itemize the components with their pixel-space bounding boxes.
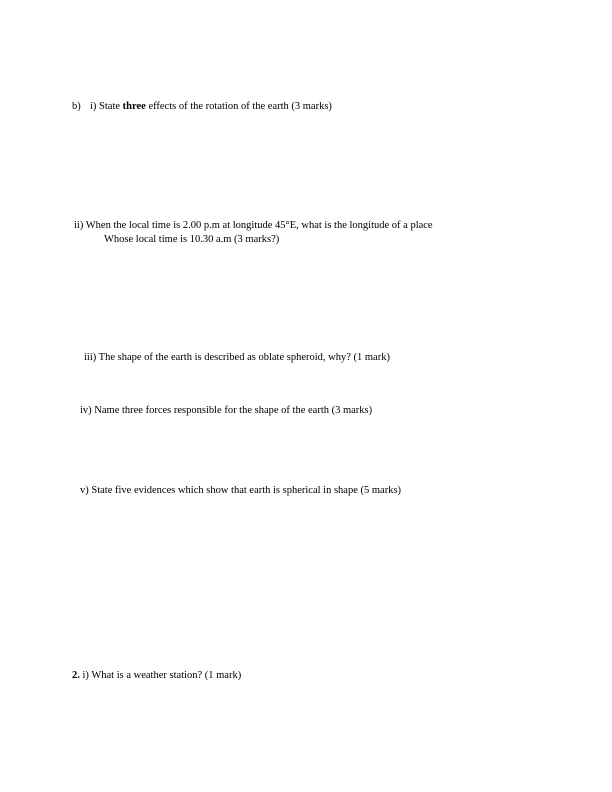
- question-b-ii-line2: Whose local time is 10.30 a.m (3 marks?): [104, 234, 280, 245]
- question-2-i-text: i) What is a weather station? (1 mark): [79, 670, 242, 681]
- question-2-number: 2.: [72, 670, 80, 681]
- question-b-i-suffix: effects of the rotation of the earth (3 marks): [145, 101, 332, 112]
- question-b-v: v) State five evidences which show that earth is spherical in shape (5 marks): [80, 485, 402, 496]
- question-b-iv: iv) Name three forces responsible for the shape of the earth (3 marks): [80, 405, 373, 416]
- question-b-iii: iii) The shape of the earth is described as oblate spheroid, why? (1 mark): [84, 352, 390, 363]
- question-b-i-prefix: i) State: [90, 101, 123, 112]
- question-b-i-emphasis: three: [122, 101, 146, 112]
- question-b-ii-line1: ii) When the local time is 2.00 p.m at longitude 45°E, what is the longitude of a place: [74, 220, 433, 231]
- question-b-i: [72, 100, 332, 113]
- question-b-label: b): [72, 101, 81, 112]
- question-2-i: [72, 669, 241, 682]
